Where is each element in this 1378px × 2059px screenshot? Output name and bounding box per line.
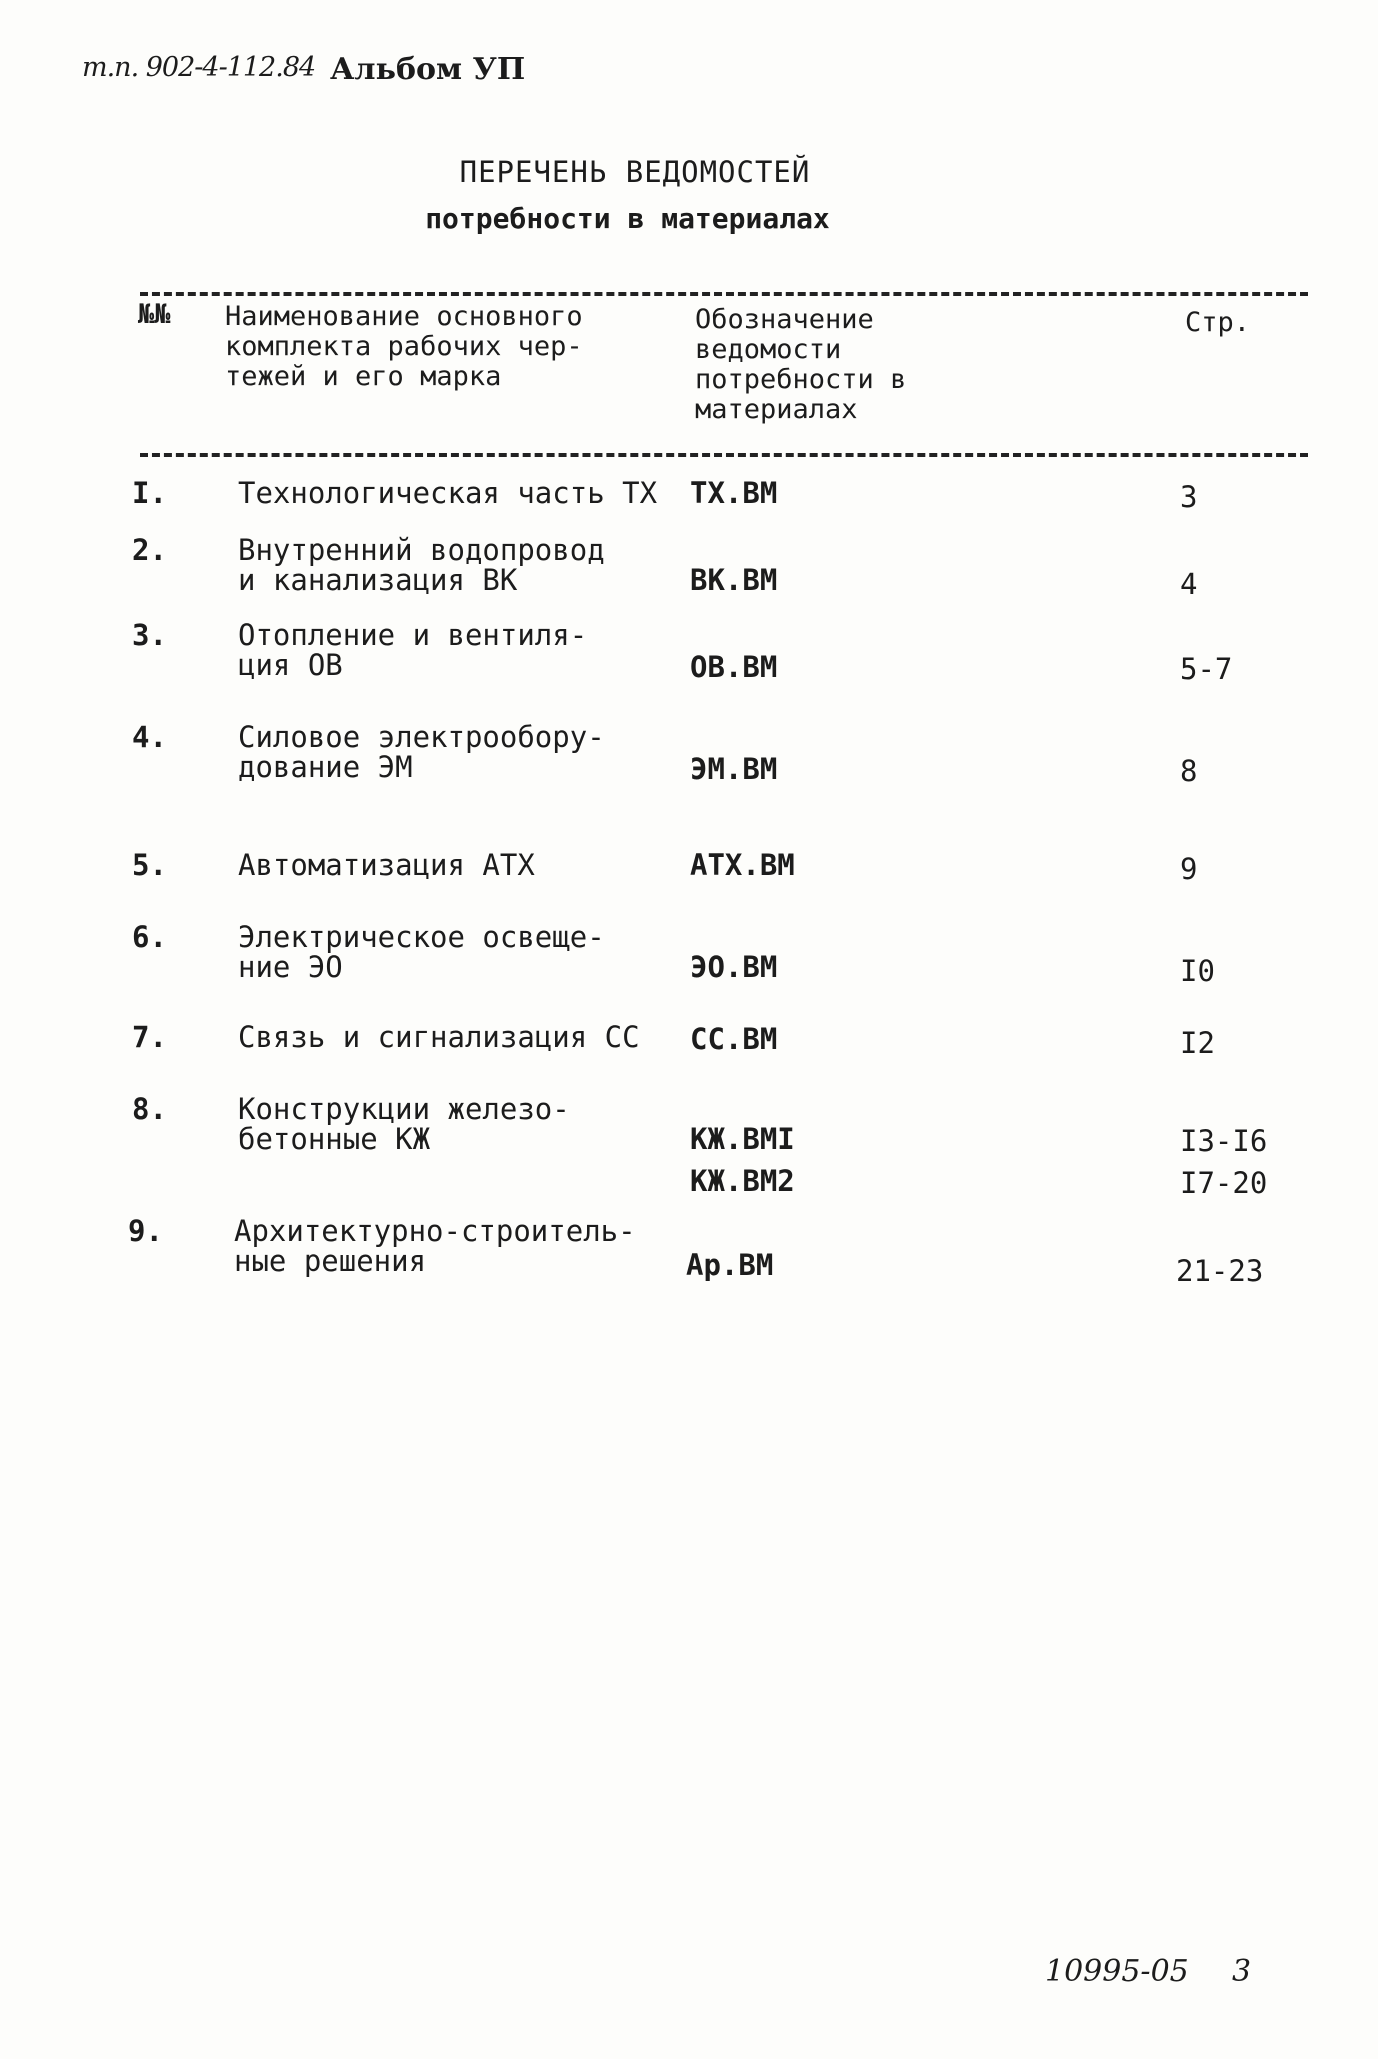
row-statement-code-2: КЖ.ВМ2 [690,1164,795,1198]
row-page: 8 [1180,754,1198,788]
row-set-name: Отопление и вентиля- ция ОВ [238,618,588,682]
row-number: 9. [128,1214,163,1248]
row-page: I3-I6 [1180,1124,1268,1158]
row-statement-code: ВК.ВМ [690,563,778,597]
row-set-name: Конструкции железо- бетонные КЖ [238,1092,570,1156]
album-label: Альбом УП [330,52,526,87]
row-number: 7. [132,1020,167,1054]
row-number: 5. [132,848,167,882]
row-set-name: Электрическое освеще- ние ЭО [238,920,605,984]
header-number: №№ [138,299,171,330]
header-page: Стр. [1185,307,1251,338]
footer-page-number: 3 [1232,1954,1252,1989]
row-statement-code: КЖ.ВМI [690,1122,795,1156]
row-statement-code: ТХ.ВМ [690,476,778,510]
row-set-name: Архитектурно-строитель- ные решения [234,1214,636,1278]
row-number: 2. [132,533,167,567]
row-page: 3 [1180,480,1198,514]
row-statement-code: Ар.ВМ [686,1248,774,1282]
row-set-name: Внутренний водопровод и канализация ВК [238,533,605,597]
row-page: I0 [1180,954,1215,988]
row-page: 21-23 [1176,1254,1264,1288]
header-set-name: Наименование основного комплекта рабочих чер- тежей и его марка [225,301,583,392]
row-number: 3. [132,618,167,652]
row-statement-code: СС.ВМ [690,1022,778,1056]
row-page: 9 [1180,852,1198,886]
row-page-2: I7-20 [1180,1166,1268,1200]
document-title: ПЕРЕЧЕНЬ ВЕДОМОСТЕЙ [459,155,811,189]
row-set-name: Автоматизация АТХ [238,848,535,882]
row-number: 6. [132,920,167,954]
row-statement-code: АТХ.ВМ [690,848,795,882]
header-statement-code: Обозначение ведомости потребности в материалах [695,304,907,425]
document-subtitle: потребности в материалах [425,202,830,235]
row-set-name: Силовое электрообору- дование ЭМ [238,720,605,784]
row-set-name: Технологическая часть ТХ [238,476,658,510]
document-reference: т.п. 902-4-112.84 [82,52,316,83]
footer-document-code: 10995-05 [1045,1954,1189,1989]
row-number: 4. [132,720,167,754]
row-page: I2 [1180,1026,1215,1060]
table-header-divider [140,453,1308,457]
row-statement-code: ОВ.ВМ [690,650,778,684]
row-statement-code: ЭО.ВМ [690,950,778,984]
row-statement-code: ЭМ.ВМ [690,752,778,786]
row-number: I. [132,476,167,510]
row-set-name: Связь и сигнализация СС [238,1020,640,1054]
row-page: 5-7 [1180,652,1233,686]
row-page: 4 [1180,567,1198,601]
row-number: 8. [132,1092,167,1126]
table-top-divider [140,292,1308,296]
